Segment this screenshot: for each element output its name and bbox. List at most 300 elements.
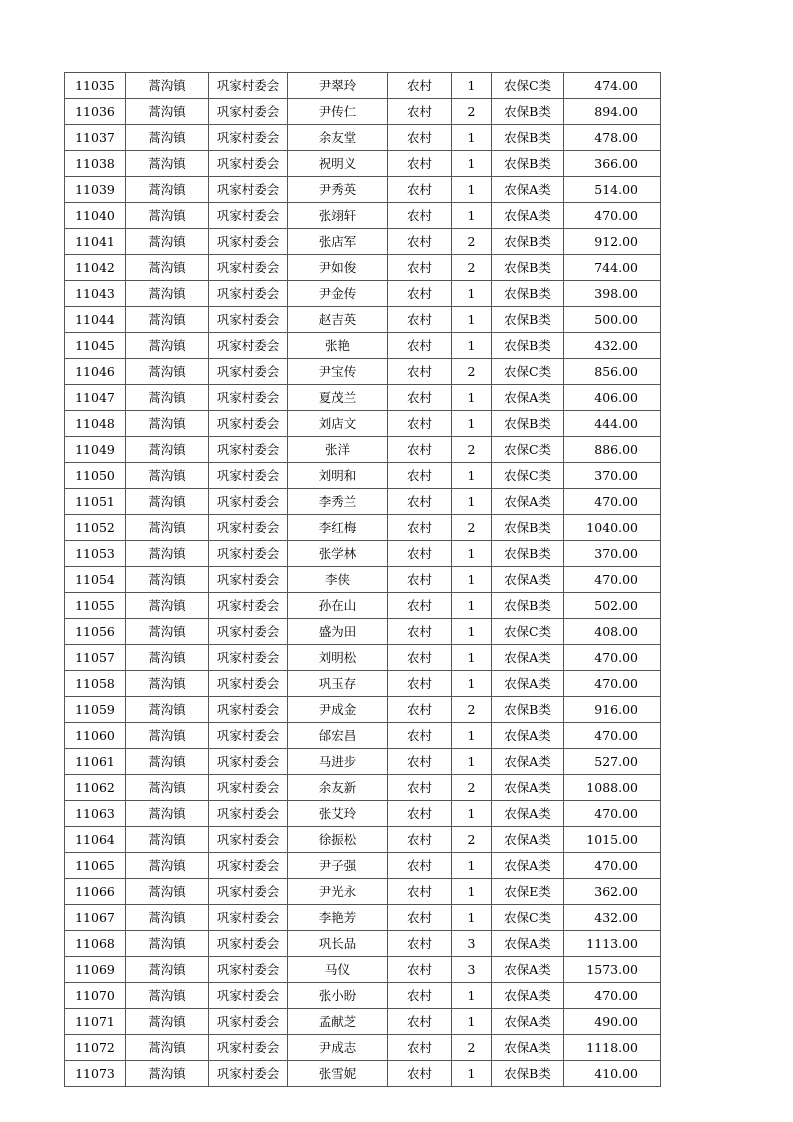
cell-count: 3 — [452, 957, 492, 983]
cell-amount: 894.00 — [564, 99, 661, 125]
cell-amount: 410.00 — [564, 1061, 661, 1087]
cell-village: 巩家村委会 — [209, 1035, 288, 1061]
cell-village: 巩家村委会 — [209, 879, 288, 905]
cell-count: 1 — [452, 73, 492, 99]
cell-town: 蒿沟镇 — [126, 229, 209, 255]
cell-town: 蒿沟镇 — [126, 385, 209, 411]
table-row — [65, 229, 661, 255]
cell-type: 农村 — [388, 749, 452, 775]
table-row — [65, 99, 661, 125]
cell-name: 尹光永 — [288, 879, 388, 905]
cell-village: 巩家村委会 — [209, 177, 288, 203]
cell-count: 1 — [452, 541, 492, 567]
cell-town: 蒿沟镇 — [126, 99, 209, 125]
cell-village: 巩家村委会 — [209, 931, 288, 957]
cell-name: 尹成志 — [288, 1035, 388, 1061]
cell-type: 农村 — [388, 801, 452, 827]
table-row — [65, 307, 661, 333]
cell-village: 巩家村委会 — [209, 1061, 288, 1087]
cell-count: 2 — [452, 775, 492, 801]
table-row — [65, 931, 661, 957]
cell-category: 农保B类 — [492, 99, 564, 125]
cell-village: 巩家村委会 — [209, 151, 288, 177]
cell-count: 1 — [452, 983, 492, 1009]
cell-name: 尹金传 — [288, 281, 388, 307]
cell-category: 农保B类 — [492, 125, 564, 151]
cell-type: 农村 — [388, 489, 452, 515]
table-row — [65, 73, 661, 99]
cell-village: 巩家村委会 — [209, 619, 288, 645]
cell-name: 盛为田 — [288, 619, 388, 645]
cell-count: 3 — [452, 931, 492, 957]
table-row — [65, 463, 661, 489]
cell-village: 巩家村委会 — [209, 229, 288, 255]
cell-count: 2 — [452, 255, 492, 281]
cell-count: 1 — [452, 151, 492, 177]
cell-name: 孙在山 — [288, 593, 388, 619]
table-row — [65, 177, 661, 203]
cell-amount: 912.00 — [564, 229, 661, 255]
cell-amount: 1113.00 — [564, 931, 661, 957]
table-row — [65, 775, 661, 801]
cell-village: 巩家村委会 — [209, 99, 288, 125]
cell-category: 农保B类 — [492, 541, 564, 567]
cell-id: 11046 — [65, 359, 126, 385]
table-row — [65, 619, 661, 645]
cell-id: 11064 — [65, 827, 126, 853]
cell-count: 2 — [452, 437, 492, 463]
cell-id: 11045 — [65, 333, 126, 359]
table-row — [65, 437, 661, 463]
cell-type: 农村 — [388, 671, 452, 697]
cell-amount: 408.00 — [564, 619, 661, 645]
table-row — [65, 411, 661, 437]
cell-amount: 1040.00 — [564, 515, 661, 541]
cell-amount: 502.00 — [564, 593, 661, 619]
cell-amount: 470.00 — [564, 983, 661, 1009]
table-row — [65, 905, 661, 931]
cell-amount: 470.00 — [564, 723, 661, 749]
cell-town: 蒿沟镇 — [126, 307, 209, 333]
cell-id: 11063 — [65, 801, 126, 827]
cell-category: 农保B类 — [492, 515, 564, 541]
cell-village: 巩家村委会 — [209, 957, 288, 983]
cell-id: 11066 — [65, 879, 126, 905]
cell-id: 11040 — [65, 203, 126, 229]
cell-town: 蒿沟镇 — [126, 619, 209, 645]
cell-name: 马仪 — [288, 957, 388, 983]
table-row — [65, 853, 661, 879]
cell-town: 蒿沟镇 — [126, 983, 209, 1009]
table-row — [65, 983, 661, 1009]
cell-name: 张店军 — [288, 229, 388, 255]
cell-type: 农村 — [388, 463, 452, 489]
cell-village: 巩家村委会 — [209, 749, 288, 775]
cell-town: 蒿沟镇 — [126, 905, 209, 931]
cell-id: 11049 — [65, 437, 126, 463]
cell-type: 农村 — [388, 515, 452, 541]
cell-town: 蒿沟镇 — [126, 1035, 209, 1061]
cell-town: 蒿沟镇 — [126, 957, 209, 983]
cell-name: 张学林 — [288, 541, 388, 567]
cell-type: 农村 — [388, 905, 452, 931]
cell-category: 农保A类 — [492, 801, 564, 827]
cell-count: 1 — [452, 1009, 492, 1035]
cell-town: 蒿沟镇 — [126, 255, 209, 281]
cell-type: 农村 — [388, 1009, 452, 1035]
cell-name: 孟献芝 — [288, 1009, 388, 1035]
cell-name: 尹翠玲 — [288, 73, 388, 99]
cell-amount: 744.00 — [564, 255, 661, 281]
cell-count: 1 — [452, 385, 492, 411]
cell-category: 农保C类 — [492, 437, 564, 463]
cell-amount: 527.00 — [564, 749, 661, 775]
cell-type: 农村 — [388, 411, 452, 437]
cell-category: 农保A类 — [492, 775, 564, 801]
cell-id: 11038 — [65, 151, 126, 177]
table-row — [65, 385, 661, 411]
cell-name: 祝明义 — [288, 151, 388, 177]
cell-count: 1 — [452, 177, 492, 203]
cell-town: 蒿沟镇 — [126, 333, 209, 359]
cell-name: 李秀兰 — [288, 489, 388, 515]
cell-amount: 1118.00 — [564, 1035, 661, 1061]
cell-id: 11061 — [65, 749, 126, 775]
cell-town: 蒿沟镇 — [126, 437, 209, 463]
cell-category: 农保A类 — [492, 723, 564, 749]
table-row — [65, 697, 661, 723]
cell-name: 张雪妮 — [288, 1061, 388, 1087]
cell-village: 巩家村委会 — [209, 853, 288, 879]
cell-count: 1 — [452, 801, 492, 827]
cell-amount: 362.00 — [564, 879, 661, 905]
cell-town: 蒿沟镇 — [126, 125, 209, 151]
cell-id: 11037 — [65, 125, 126, 151]
cell-town: 蒿沟镇 — [126, 177, 209, 203]
cell-type: 农村 — [388, 593, 452, 619]
cell-category: 农保A类 — [492, 931, 564, 957]
cell-town: 蒿沟镇 — [126, 853, 209, 879]
cell-town: 蒿沟镇 — [126, 151, 209, 177]
cell-category: 农保B类 — [492, 281, 564, 307]
cell-id: 11041 — [65, 229, 126, 255]
cell-type: 农村 — [388, 255, 452, 281]
cell-count: 1 — [452, 645, 492, 671]
cell-category: 农保A类 — [492, 203, 564, 229]
cell-id: 11070 — [65, 983, 126, 1009]
cell-town: 蒿沟镇 — [126, 515, 209, 541]
cell-count: 2 — [452, 359, 492, 385]
cell-village: 巩家村委会 — [209, 983, 288, 1009]
cell-village: 巩家村委会 — [209, 775, 288, 801]
cell-amount: 432.00 — [564, 333, 661, 359]
cell-id: 11071 — [65, 1009, 126, 1035]
cell-amount: 1088.00 — [564, 775, 661, 801]
cell-village: 巩家村委会 — [209, 73, 288, 99]
cell-name: 尹秀英 — [288, 177, 388, 203]
cell-town: 蒿沟镇 — [126, 749, 209, 775]
cell-town: 蒿沟镇 — [126, 567, 209, 593]
cell-category: 农保A类 — [492, 957, 564, 983]
cell-type: 农村 — [388, 1035, 452, 1061]
cell-town: 蒿沟镇 — [126, 541, 209, 567]
cell-amount: 1015.00 — [564, 827, 661, 853]
cell-village: 巩家村委会 — [209, 125, 288, 151]
cell-id: 11072 — [65, 1035, 126, 1061]
cell-type: 农村 — [388, 957, 452, 983]
table-row — [65, 827, 661, 853]
cell-name: 张艳 — [288, 333, 388, 359]
cell-name: 赵吉英 — [288, 307, 388, 333]
cell-category: 农保A类 — [492, 749, 564, 775]
cell-name: 尹如俊 — [288, 255, 388, 281]
cell-town: 蒿沟镇 — [126, 411, 209, 437]
table-row — [65, 281, 661, 307]
cell-id: 11069 — [65, 957, 126, 983]
cell-type: 农村 — [388, 229, 452, 255]
cell-village: 巩家村委会 — [209, 411, 288, 437]
cell-category: 农保B类 — [492, 255, 564, 281]
cell-name: 巩玉存 — [288, 671, 388, 697]
table-row — [65, 879, 661, 905]
cell-name: 张小盼 — [288, 983, 388, 1009]
cell-village: 巩家村委会 — [209, 905, 288, 931]
cell-type: 农村 — [388, 983, 452, 1009]
cell-category: 农保C类 — [492, 905, 564, 931]
cell-town: 蒿沟镇 — [126, 827, 209, 853]
cell-amount: 470.00 — [564, 203, 661, 229]
cell-type: 农村 — [388, 619, 452, 645]
cell-town: 蒿沟镇 — [126, 879, 209, 905]
cell-category: 农保B类 — [492, 697, 564, 723]
cell-category: 农保E类 — [492, 879, 564, 905]
table-row — [65, 489, 661, 515]
cell-id: 11048 — [65, 411, 126, 437]
table-row — [65, 125, 661, 151]
cell-village: 巩家村委会 — [209, 359, 288, 385]
cell-count: 1 — [452, 281, 492, 307]
cell-type: 农村 — [388, 567, 452, 593]
cell-count: 2 — [452, 697, 492, 723]
cell-count: 1 — [452, 333, 492, 359]
cell-id: 11052 — [65, 515, 126, 541]
cell-town: 蒿沟镇 — [126, 645, 209, 671]
cell-count: 1 — [452, 723, 492, 749]
cell-category: 农保B类 — [492, 1061, 564, 1087]
cell-amount: 470.00 — [564, 801, 661, 827]
table-row — [65, 541, 661, 567]
cell-name: 尹传仁 — [288, 99, 388, 125]
cell-category: 农保A类 — [492, 645, 564, 671]
cell-amount: 370.00 — [564, 541, 661, 567]
cell-category: 农保B类 — [492, 333, 564, 359]
cell-village: 巩家村委会 — [209, 515, 288, 541]
cell-name: 李侠 — [288, 567, 388, 593]
cell-name: 夏茂兰 — [288, 385, 388, 411]
cell-village: 巩家村委会 — [209, 437, 288, 463]
cell-id: 11058 — [65, 671, 126, 697]
cell-id: 11039 — [65, 177, 126, 203]
cell-town: 蒿沟镇 — [126, 73, 209, 99]
cell-category: 农保C类 — [492, 73, 564, 99]
cell-village: 巩家村委会 — [209, 697, 288, 723]
cell-id: 11056 — [65, 619, 126, 645]
cell-count: 1 — [452, 593, 492, 619]
table-row — [65, 749, 661, 775]
cell-category: 农保A类 — [492, 385, 564, 411]
cell-village: 巩家村委会 — [209, 671, 288, 697]
cell-category: 农保A类 — [492, 489, 564, 515]
cell-count: 1 — [452, 1061, 492, 1087]
cell-town: 蒿沟镇 — [126, 775, 209, 801]
cell-type: 农村 — [388, 333, 452, 359]
cell-amount: 470.00 — [564, 489, 661, 515]
cell-amount: 1573.00 — [564, 957, 661, 983]
cell-category: 农保A类 — [492, 827, 564, 853]
cell-id: 11053 — [65, 541, 126, 567]
cell-id: 11060 — [65, 723, 126, 749]
cell-type: 农村 — [388, 177, 452, 203]
cell-type: 农村 — [388, 879, 452, 905]
cell-count: 1 — [452, 125, 492, 151]
table-row — [65, 801, 661, 827]
cell-id: 11068 — [65, 931, 126, 957]
cell-category: 农保B类 — [492, 151, 564, 177]
cell-type: 农村 — [388, 385, 452, 411]
cell-town: 蒿沟镇 — [126, 281, 209, 307]
cell-type: 农村 — [388, 99, 452, 125]
table-row — [65, 151, 661, 177]
cell-village: 巩家村委会 — [209, 489, 288, 515]
cell-category: 农保C类 — [492, 463, 564, 489]
cell-name: 刘明和 — [288, 463, 388, 489]
table-row — [65, 671, 661, 697]
cell-id: 11050 — [65, 463, 126, 489]
cell-village: 巩家村委会 — [209, 203, 288, 229]
cell-town: 蒿沟镇 — [126, 723, 209, 749]
cell-village: 巩家村委会 — [209, 255, 288, 281]
cell-village: 巩家村委会 — [209, 593, 288, 619]
cell-amount: 444.00 — [564, 411, 661, 437]
cell-name: 李红梅 — [288, 515, 388, 541]
cell-id: 11044 — [65, 307, 126, 333]
cell-category: 农保B类 — [492, 307, 564, 333]
cell-village: 巩家村委会 — [209, 1009, 288, 1035]
cell-village: 巩家村委会 — [209, 827, 288, 853]
cell-town: 蒿沟镇 — [126, 489, 209, 515]
cell-type: 农村 — [388, 827, 452, 853]
cell-village: 巩家村委会 — [209, 567, 288, 593]
cell-type: 农村 — [388, 853, 452, 879]
cell-id: 11067 — [65, 905, 126, 931]
cell-amount: 490.00 — [564, 1009, 661, 1035]
cell-town: 蒿沟镇 — [126, 203, 209, 229]
cell-category: 农保A类 — [492, 853, 564, 879]
cell-amount: 406.00 — [564, 385, 661, 411]
cell-amount: 432.00 — [564, 905, 661, 931]
cell-type: 农村 — [388, 541, 452, 567]
cell-amount: 478.00 — [564, 125, 661, 151]
cell-name: 余友新 — [288, 775, 388, 801]
table-body — [65, 73, 661, 1087]
table-row — [65, 333, 661, 359]
cell-type: 农村 — [388, 359, 452, 385]
cell-amount: 916.00 — [564, 697, 661, 723]
cell-count: 1 — [452, 905, 492, 931]
cell-category: 农保A类 — [492, 1009, 564, 1035]
cell-type: 农村 — [388, 645, 452, 671]
cell-amount: 366.00 — [564, 151, 661, 177]
cell-count: 2 — [452, 515, 492, 541]
cell-category: 农保A类 — [492, 1035, 564, 1061]
cell-village: 巩家村委会 — [209, 281, 288, 307]
cell-town: 蒿沟镇 — [126, 931, 209, 957]
cell-amount: 474.00 — [564, 73, 661, 99]
cell-amount: 398.00 — [564, 281, 661, 307]
table-row — [65, 1061, 661, 1087]
cell-name: 张洋 — [288, 437, 388, 463]
cell-id: 11051 — [65, 489, 126, 515]
cell-village: 巩家村委会 — [209, 463, 288, 489]
cell-amount: 500.00 — [564, 307, 661, 333]
table-row — [65, 1009, 661, 1035]
table-row — [65, 567, 661, 593]
cell-category: 农保A类 — [492, 671, 564, 697]
cell-type: 农村 — [388, 125, 452, 151]
cell-count: 1 — [452, 853, 492, 879]
cell-count: 1 — [452, 567, 492, 593]
cell-village: 巩家村委会 — [209, 333, 288, 359]
table-row — [65, 203, 661, 229]
cell-count: 1 — [452, 203, 492, 229]
cell-amount: 470.00 — [564, 567, 661, 593]
cell-name: 尹子强 — [288, 853, 388, 879]
cell-type: 农村 — [388, 437, 452, 463]
cell-id: 11059 — [65, 697, 126, 723]
cell-id: 11043 — [65, 281, 126, 307]
cell-type: 农村 — [388, 931, 452, 957]
table-row — [65, 723, 661, 749]
cell-type: 农村 — [388, 307, 452, 333]
cell-count: 1 — [452, 879, 492, 905]
table-row — [65, 359, 661, 385]
cell-name: 余友堂 — [288, 125, 388, 151]
cell-amount: 886.00 — [564, 437, 661, 463]
cell-count: 2 — [452, 827, 492, 853]
cell-town: 蒿沟镇 — [126, 1009, 209, 1035]
cell-count: 2 — [452, 229, 492, 255]
cell-category: 农保C类 — [492, 359, 564, 385]
cell-village: 巩家村委会 — [209, 385, 288, 411]
cell-name: 巩长品 — [288, 931, 388, 957]
cell-name: 李艳芳 — [288, 905, 388, 931]
cell-count: 1 — [452, 411, 492, 437]
cell-count: 1 — [452, 619, 492, 645]
cell-town: 蒿沟镇 — [126, 359, 209, 385]
cell-count: 1 — [452, 489, 492, 515]
cell-category: 农保C类 — [492, 619, 564, 645]
cell-village: 巩家村委会 — [209, 541, 288, 567]
cell-id: 11062 — [65, 775, 126, 801]
table-row — [65, 1035, 661, 1061]
cell-id: 11055 — [65, 593, 126, 619]
cell-id: 11065 — [65, 853, 126, 879]
cell-category: 农保B类 — [492, 229, 564, 255]
cell-village: 巩家村委会 — [209, 723, 288, 749]
cell-category: 农保A类 — [492, 567, 564, 593]
cell-category: 农保B类 — [492, 593, 564, 619]
cell-id: 11036 — [65, 99, 126, 125]
